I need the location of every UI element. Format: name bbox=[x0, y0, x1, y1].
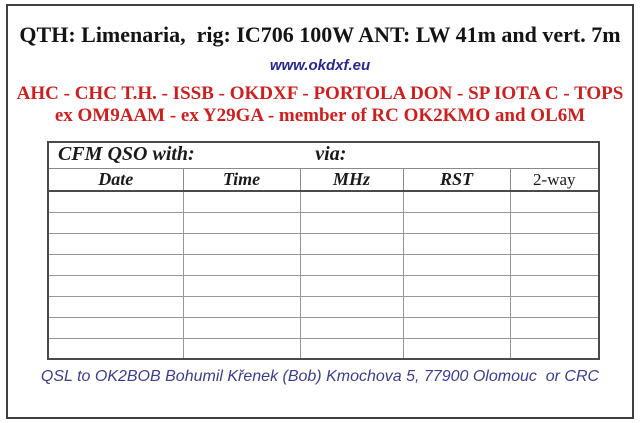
qso-cell bbox=[300, 338, 403, 359]
qso-cell bbox=[183, 191, 300, 212]
website-text: www.okdxf.eu bbox=[269, 57, 371, 74]
qso-cell bbox=[403, 212, 510, 233]
qso-cell bbox=[403, 233, 510, 254]
qso-cell bbox=[300, 254, 403, 275]
qso-cell bbox=[48, 338, 183, 359]
qso-cell bbox=[510, 275, 599, 296]
qso-cell bbox=[300, 296, 403, 317]
qso-cell bbox=[48, 233, 183, 254]
qso-cell bbox=[510, 212, 599, 233]
qso-cell bbox=[403, 317, 510, 338]
qso-cell bbox=[403, 296, 510, 317]
qso-log-table bbox=[47, 141, 600, 360]
column-header-2way: 2-way bbox=[510, 169, 599, 192]
column-header-mhz: MHz bbox=[300, 169, 403, 192]
cfm-qso-cell bbox=[48, 142, 599, 169]
qso-cell bbox=[300, 212, 403, 233]
via-label: via: bbox=[315, 143, 347, 165]
qso-cell bbox=[300, 317, 403, 338]
memberships-line-1: AHC - CHC T.H. - ISSB - OKDXF - PORTOLA DON - SP IOTA C - TOPS bbox=[16, 83, 624, 104]
card-border bbox=[6, 4, 634, 419]
qso-cell bbox=[183, 338, 300, 359]
qso-row bbox=[48, 254, 599, 275]
qso-cell bbox=[403, 254, 510, 275]
qso-row bbox=[48, 296, 599, 317]
column-header-date: Date bbox=[48, 169, 183, 192]
qso-row bbox=[48, 233, 599, 254]
qso-cell bbox=[48, 191, 183, 212]
qso-cell bbox=[403, 275, 510, 296]
qso-cell bbox=[300, 275, 403, 296]
qso-cell bbox=[48, 296, 183, 317]
qso-cell bbox=[510, 338, 599, 359]
qth-rig-title: QTH: Limenaria, rig: IC706 100W ANT: LW 41m and vert. 7m bbox=[19, 22, 621, 47]
column-header-rst: RST bbox=[403, 169, 510, 192]
qso-cell bbox=[183, 212, 300, 233]
qso-cell bbox=[510, 233, 599, 254]
qso-cell bbox=[48, 254, 183, 275]
qso-cell bbox=[48, 275, 183, 296]
qso-cell bbox=[300, 191, 403, 212]
qso-cell bbox=[183, 233, 300, 254]
qso-row bbox=[48, 191, 599, 212]
cfm-qso-row bbox=[48, 142, 599, 169]
qso-row bbox=[48, 338, 599, 359]
qsl-address-footer: QSL to OK2BOB Bohumil Křenek (Bob) Kmochova 5, 77900 Olomouc or CRC bbox=[40, 368, 600, 385]
qso-row bbox=[48, 212, 599, 233]
qso-cell bbox=[183, 275, 300, 296]
qso-cell bbox=[48, 317, 183, 338]
qso-cell bbox=[183, 296, 300, 317]
column-header-time: Time bbox=[183, 169, 300, 192]
qso-row bbox=[48, 275, 599, 296]
qso-cell bbox=[510, 254, 599, 275]
qso-cell bbox=[510, 296, 599, 317]
qso-cell bbox=[300, 233, 403, 254]
qso-cell bbox=[183, 254, 300, 275]
qso-empty-rows bbox=[48, 191, 599, 359]
qso-cell bbox=[48, 212, 183, 233]
cfm-qso-with-label: CFM QSO with: bbox=[58, 143, 195, 165]
column-header-row bbox=[48, 169, 599, 192]
qso-cell bbox=[510, 191, 599, 212]
memberships-line-2: ex OM9AAM - ex Y29GA - member of RC OK2KMO and OL6M bbox=[54, 105, 586, 126]
qso-cell bbox=[183, 317, 300, 338]
qso-cell bbox=[403, 191, 510, 212]
qso-row bbox=[48, 317, 599, 338]
qso-cell bbox=[510, 317, 599, 338]
qso-cell bbox=[403, 338, 510, 359]
